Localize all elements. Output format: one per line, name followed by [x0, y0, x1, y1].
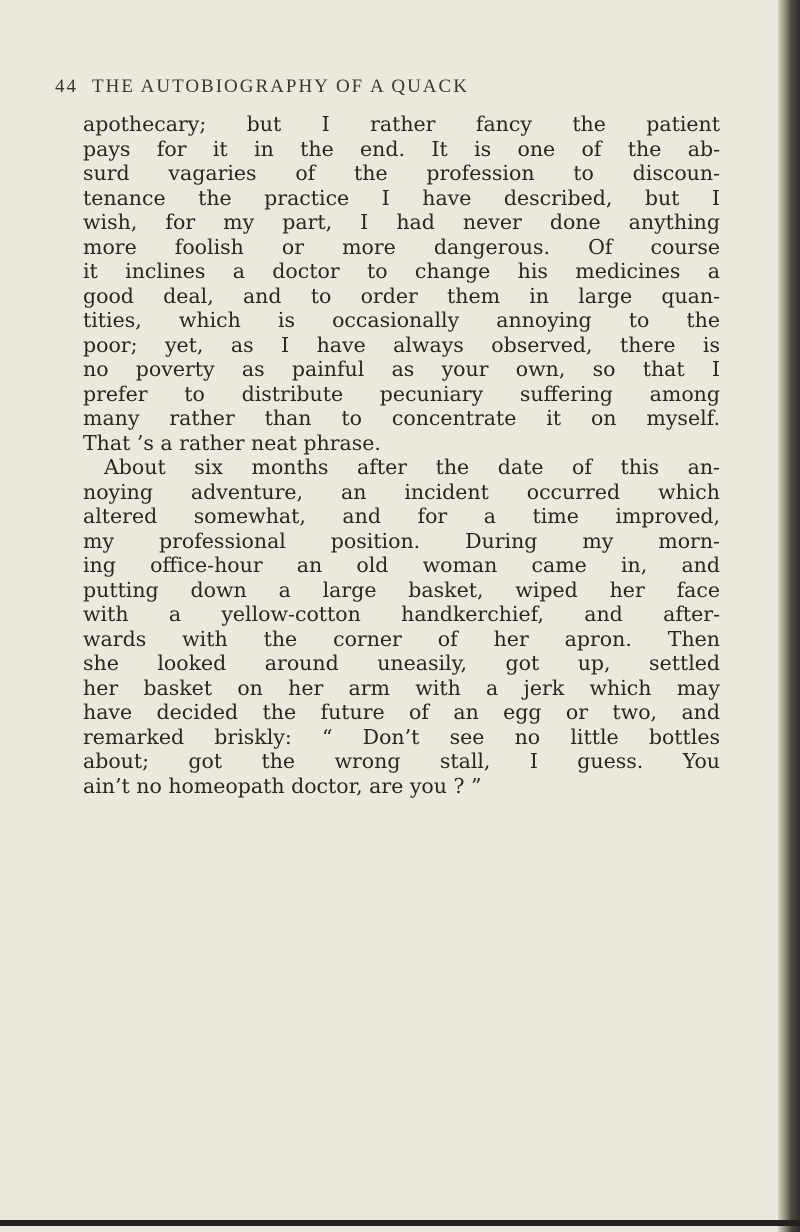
- text-line: about; got the wrong stall, I guess. You: [83, 749, 720, 773]
- text-line: my professional position. During my morn-: [83, 528, 720, 553]
- text-line: with a yellow-cotton handkerchief, and after-: [83, 602, 720, 626]
- text-line: no poverty as painful as your own, so that I: [83, 357, 720, 381]
- text-line: more foolish or more dangerous. Of course: [83, 234, 720, 259]
- running-title: THE AUTOBIOGRAPHY OF A QUACK: [92, 76, 469, 97]
- text-line: tities, which is occasionally annoying to the: [83, 308, 720, 332]
- text-line: many rather than to concentrate it on myself.: [83, 406, 720, 430]
- text-line: good deal, and to order them in large quan-: [83, 283, 720, 308]
- text-line: wards with the corner of her apron. Then: [83, 626, 720, 651]
- text-line: ing office-hour an old woman came in, and: [83, 553, 720, 577]
- page-bottom-edge: [0, 1220, 800, 1226]
- text-line: her basket on her arm with a jerk which may: [83, 675, 720, 700]
- text-line: apothecary; but I rather fancy the patient: [83, 112, 720, 136]
- text-line: surd vagaries of the profession to discoun-: [83, 161, 720, 185]
- text-line: remarked briskly: “ Don’t see no little bottles: [83, 724, 720, 749]
- text-line: noying adventure, an incident occurred which: [83, 479, 720, 504]
- text-line: wish, for my part, I had never done anything: [83, 210, 720, 234]
- text-line: she looked around uneasily, got up, settled: [83, 651, 720, 675]
- text-line: it inclines a doctor to change his medicines a: [83, 259, 720, 283]
- page-binding-edge: [778, 0, 800, 1232]
- text-line: pays for it in the end. It is one of the ab-: [83, 136, 720, 161]
- running-header: [55, 76, 469, 98]
- paragraph-first-line: About six months after the date of this an-: [104, 455, 720, 479]
- paragraph-end-line: ain’t no homeopath doctor, are you ? ”: [83, 773, 482, 798]
- text-line: have decided the future of an egg or two, and: [83, 700, 720, 724]
- paragraph-end-line: That ’s a rather neat phrase.: [83, 430, 381, 455]
- page-number: 44: [55, 76, 78, 97]
- text-line: putting down a large basket, wiped her face: [83, 577, 720, 602]
- body-text: [83, 112, 720, 798]
- text-line: tenance the practice I have described, but I: [83, 185, 720, 210]
- text-line: poor; yet, as I have always observed, there is: [83, 332, 720, 357]
- text-line: altered somewhat, and for a time improved,: [83, 504, 720, 528]
- text-line: prefer to distribute pecuniary suffering among: [83, 381, 720, 406]
